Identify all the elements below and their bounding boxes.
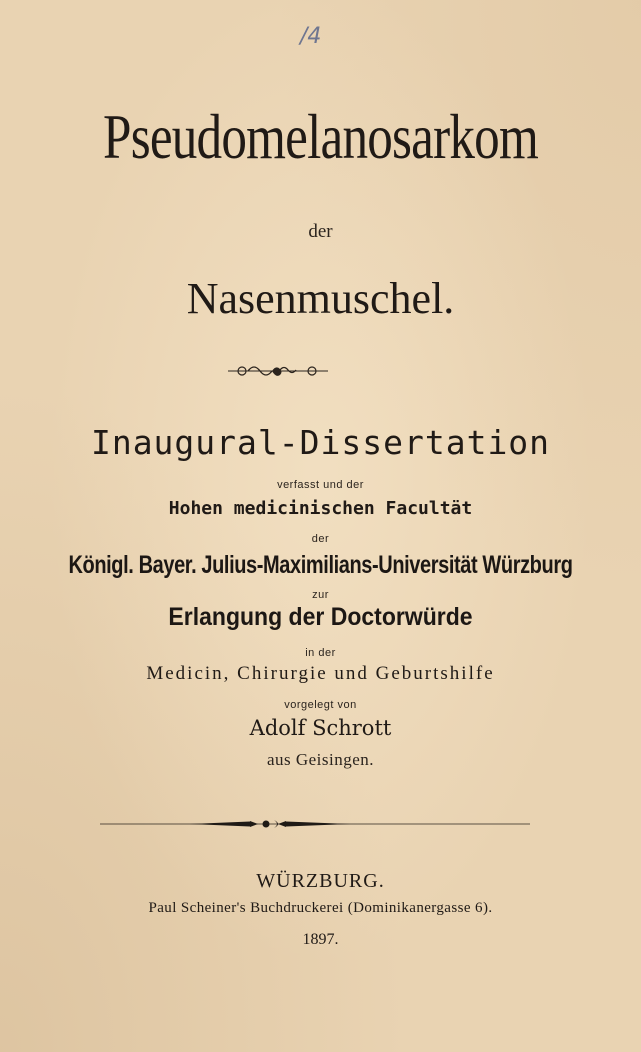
verfasst-line: verfasst und der: [277, 479, 364, 491]
connector-der: der: [308, 221, 333, 242]
page-title: Pseudomelanosarkom: [103, 101, 538, 172]
origin-line: aus Geisingen.: [266, 750, 375, 769]
printer-line: Paul Scheiner's Buchdruckerei (Dominikanergasse 6).: [148, 900, 493, 916]
vorgelegt-line: vorgelegt von: [284, 699, 357, 711]
faculty-line: Hohen medicinischen Facultät: [168, 498, 473, 519]
author-name: Adolf Schrott: [249, 716, 392, 740]
university-line: Königl. Bayer. Julius-Maximilians-Universität Würzburg: [68, 551, 573, 579]
purpose-line: Erlangung der Doctorwürde: [168, 603, 473, 631]
page-subtitle: Nasenmuschel.: [186, 274, 455, 323]
dissertation-heading: Inaugural-Dissertation: [90, 423, 551, 462]
connector-der-2: der: [311, 533, 330, 545]
publication-year: 1897.: [302, 931, 339, 948]
handwritten-annotation: /4: [300, 24, 322, 49]
publication-city: WÜRZBURG.: [256, 870, 385, 892]
subjects-line: Medicin, Chirurgie und Geburtshilfe: [146, 663, 495, 684]
connector-zur: zur: [312, 589, 329, 601]
connector-in-der: in der: [305, 647, 336, 659]
ornament-swirl-icon: [228, 360, 328, 382]
ornament-rule-icon: [100, 814, 530, 834]
